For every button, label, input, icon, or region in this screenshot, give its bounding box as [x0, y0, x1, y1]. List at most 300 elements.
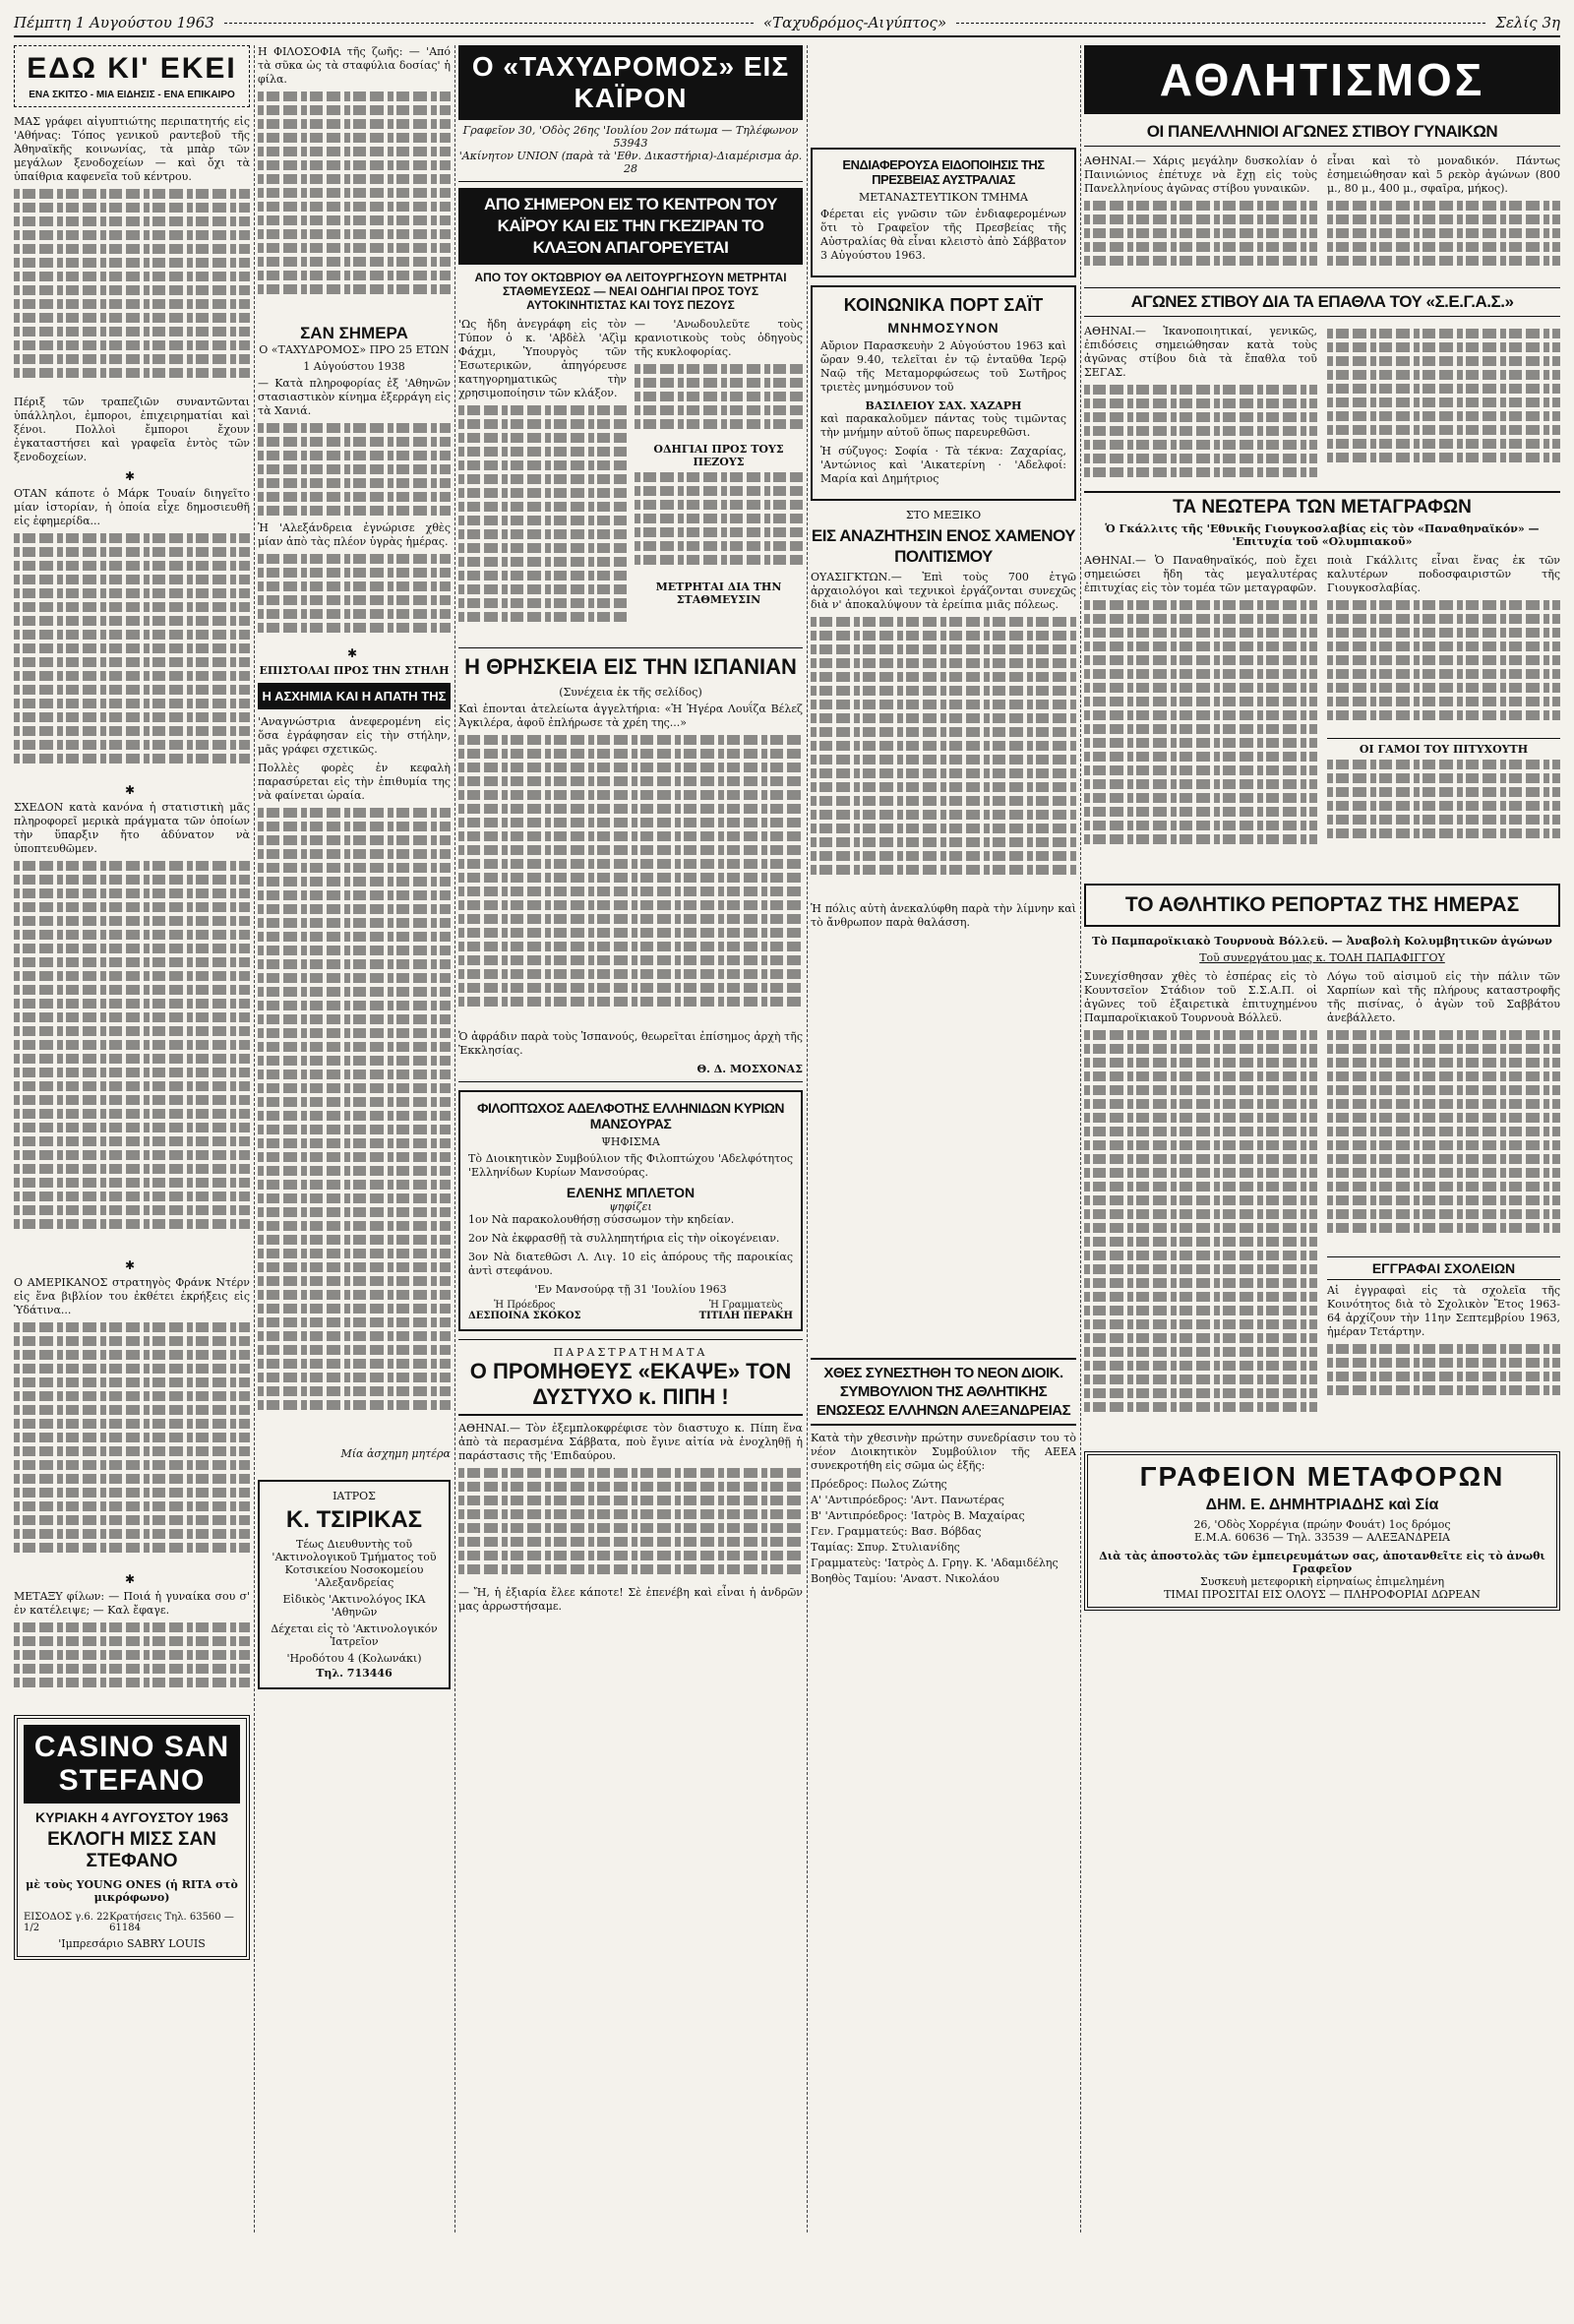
text-line — [1084, 412, 1317, 422]
text-line — [1327, 787, 1560, 797]
body-column — [1084, 154, 1317, 279]
header-divider — [224, 23, 754, 24]
headline: ΑΠΟ ΣΗΜΕΡΟΝ ΕΙΣ ΤΟ ΚΕΝΤΡΟΝ ΤΟΥ ΚΑΪΡΟΥ ΚΑΙ ΕΙΣ ΤΗΝ ΓΚΕΖΙΡΑΝ ΤΟ ΚΛΑΞΟΝ ΑΠΑΓΟΡΕΥΕΤΑΙ — [458, 188, 803, 265]
headline: ΧΘΕΣ ΣΥΝΕΣΤΗΘΗ ΤΟ ΝΕΟΝ ΔΙΟΙΚ. ΣΥΜΒΟΥΛΙΟΝ ΤΗΣ ΑΘΛΗΤΙΚΗΣ ΕΝΩΣΕΩΣ ΕΛΛΗΝΩΝ ΑΛΕΞΑΝΔΡΕΙΑΣ — [811, 1358, 1076, 1426]
text-line — [14, 1488, 250, 1498]
text-line — [14, 643, 250, 653]
text-line — [14, 1205, 250, 1215]
text-line — [14, 368, 250, 378]
text-line — [258, 1138, 451, 1148]
text-line — [1084, 779, 1317, 789]
subheading: ΟΔΗΓΙΑΙ ΠΡΟΣ ΤΟΥΣ ΠΕΖΟΥΣ — [653, 443, 784, 468]
text-line — [258, 1345, 451, 1355]
text-line — [258, 1070, 451, 1079]
text-line — [458, 598, 627, 608]
text-line — [1084, 642, 1317, 651]
text-line — [258, 478, 451, 488]
text-line — [458, 529, 627, 539]
doctor-phone: Τηλ. 713446 — [316, 1667, 393, 1680]
article-text-block — [635, 364, 803, 443]
text-line — [14, 712, 250, 722]
text-line — [14, 999, 250, 1009]
text-line — [458, 1468, 803, 1478]
text-line — [258, 609, 451, 619]
fundraising-resolution — [458, 1090, 803, 1331]
text-line — [1327, 1099, 1560, 1109]
text-line — [458, 983, 803, 993]
text-line — [458, 1564, 803, 1574]
two-column-body — [1084, 554, 1560, 876]
text-line — [14, 1460, 250, 1470]
doctor-name: Κ. ΤΣΙΡΙΚΑΣ — [285, 1506, 423, 1533]
text-line — [458, 763, 803, 772]
text-line — [458, 447, 627, 457]
text-line — [258, 506, 451, 516]
body-column — [1327, 325, 1560, 483]
text-line — [458, 845, 803, 855]
text-line — [458, 405, 627, 415]
text-line — [458, 1496, 803, 1505]
text-line — [1084, 683, 1317, 693]
text-line — [1084, 669, 1317, 679]
text-line — [14, 327, 250, 336]
text-line — [14, 754, 250, 764]
text-line — [14, 1164, 250, 1174]
article-text-block — [1084, 600, 1317, 876]
office-title: ΓΡΑΦΕΙΟΝ ΜΕΤΑΦΟΡΩΝ — [1139, 1461, 1505, 1492]
office-line: ΤΙΜΑΙ ΠΡΟΣΙΤΑΙ ΕΙΣ ΟΛΟΥΣ — ΠΛΗΡΟΦΟΡΙΑΙ ΔΩΡΕΑΝ — [1164, 1588, 1481, 1601]
text-line — [1327, 669, 1560, 679]
text-line — [811, 644, 1076, 654]
column-3 — [458, 45, 803, 2230]
board-member: Πρόεδρος: Πωλος Ζώτης — [811, 1478, 947, 1491]
text-line — [458, 900, 803, 910]
headline: Ο ΠΡΟΜΗΘΕΥΣ «ΕΚΑΨΕ» ΤΟΝ ΔΥΣΤΥΧΟ κ. ΠΙΠΗ ! — [458, 1359, 803, 1416]
text-line — [1084, 1071, 1317, 1081]
headline: Η ΘΡΗΣΚΕΙΑ ΕΙΣ ΤΗΝ ΙΣΠΑΝΙΑΝ — [464, 654, 797, 679]
text-line — [1084, 1030, 1317, 1040]
text-line — [811, 796, 1076, 806]
text-line — [258, 492, 451, 502]
separator-mark: ✱ — [124, 1258, 140, 1272]
doctor-label: ΙΑΤΡΟΣ — [333, 1490, 376, 1502]
office-name: ΔΗΜ. Ε. ΔΗΜΗΤΡΙΑΔΗΣ καὶ Σία — [1205, 1497, 1439, 1513]
text-line — [1084, 1044, 1317, 1054]
edo-ki-ekei-box — [14, 45, 250, 107]
subheading: ΜΕΤΡΗΤΑΙ ΔΙΑ ΤΗΝ ΣΤΑΘΜΕΥΣΙΝ — [655, 581, 782, 606]
article-text-block — [14, 1322, 250, 1568]
text-line — [14, 657, 250, 667]
article-paragraph: Πέριξ τῶν τραπεζιῶν συναντῶνται ὑπάλληλοι, ἐμποροι, ἐπιχειρηματίαι καὶ ξένοι. Πολλοὶ ἔμποροι ἔχουν ἐγκαταστήσει καὶ γραφεῖα ἐντὸς τῶν ξενοδοχείων. — [14, 396, 250, 463]
article-paragraph: Συνεχίσθησαν χθὲς τὸ ἑσπέρας εἰς τὸ Κουντσεῖον Στάδιον τοῦ Σ.Σ.Α.Π. οἱ ἀγῶνες τοῦ ἐξαιρετικὰ ἐπιτυχημένου Παμπαροϊκιακοῦ Τουρνουὰ Βόλλεϋ. — [1084, 970, 1317, 1024]
article-paragraph: ποιὰ Γκάλλιτς εἶναι ἕνας ἐκ τῶν καλυτέρων ποδοσφαιριστῶν τῆς Γιουγκοσλαβίας. — [1327, 554, 1560, 594]
text-line — [811, 782, 1076, 792]
text-line — [1327, 1223, 1560, 1233]
memorial-name: ΒΑΣΙΛΕΙΟΥ ΣΑΧ. ΧΑΖΑΡΗ — [865, 399, 1022, 412]
text-line — [258, 1386, 451, 1396]
casino-advert — [14, 1715, 250, 1960]
text-line — [14, 1109, 250, 1119]
text-line — [14, 740, 250, 750]
article-text-block — [258, 808, 451, 1447]
resolution-item: 2ον Νὰ ἐκφρασθῇ τὰ συλληπητήρια εἰς τὴν οἰκογένειαν. — [468, 1232, 780, 1245]
text-line — [14, 1391, 250, 1401]
text-line — [14, 916, 250, 926]
text-line — [258, 568, 451, 578]
text-line — [258, 119, 451, 129]
text-line — [258, 554, 451, 564]
text-line — [14, 1040, 250, 1050]
two-column-body — [1084, 154, 1560, 279]
text-line — [14, 1095, 250, 1105]
text-line — [258, 1042, 451, 1052]
text-line — [1084, 1085, 1317, 1095]
text-line — [258, 877, 451, 887]
article-paragraph: ΑΘΗΝΑΙ.— Ὁ Παναθηναϊκός, ποὺ ἔχει σημειώσει ἤδη τὰς μεγαλυτέρας ἐπιτυχίας εἰς τὸν τομέα τῶν μεταγραφῶν. — [1084, 554, 1317, 594]
text-line — [1327, 201, 1560, 211]
office-address: 26, 'Οδὸς Χορρέγια (πρώην Φουάτ) 1ος δρόμος — [1193, 1518, 1451, 1531]
cairo-title: Ο «ΤΑΧΥΔΡΟΜΟΣ» ΕΙΣ ΚΑΪΡΟΝ — [458, 45, 803, 120]
signature-title: Ἡ Γραμματεὺς — [708, 1300, 783, 1311]
text-line — [1327, 256, 1560, 266]
headline-sub: ΑΠΟ ΤΟΥ ΟΚΤΩΒΡΙΟΥ ΘΑ ΛΕΙΤΟΥΡΓΗΣΟΥΝ ΜΕΤΡΗΤΑΙ ΣΤΑΘΜΕΥΣΕΩΣ — ΝΕΑΙ ΟΔΗΓΙΑΙ ΠΡΟΣ ΤΟΥΣ ΑΥΤΟΚΙΝΗΤΙΣΤΑΣ ΚΑΙ ΤΟΥΣ ΠΕΖΟΥΣ — [474, 271, 787, 312]
column-rule — [807, 45, 808, 2232]
text-line — [14, 699, 250, 708]
article-paragraph: Ο ΑΜΕΡΙΚΑΝΟΣ στρατηγὸς Φράνκ Ντέρν εἰς ἕνα βιβλίον του ἐκθέτει ἐκρήξεις εἰς Ὑδάτινα... — [14, 1276, 250, 1316]
text-line — [14, 533, 250, 543]
text-line — [1327, 370, 1560, 380]
text-line — [1084, 1251, 1317, 1260]
text-line — [14, 1364, 250, 1374]
text-line — [258, 1180, 451, 1190]
text-line — [1084, 807, 1317, 817]
article-text-block — [1327, 1030, 1560, 1256]
text-line — [1084, 1306, 1317, 1315]
text-line — [1084, 1237, 1317, 1247]
article-paragraph: Ὁ ἀφράδιν παρὰ τοὺς Ἰσπανούς, θεωρεῖται ἐπίσημος ἀρχὴ τῆς Ἐκκλησίας. — [458, 1030, 803, 1057]
text-line — [1327, 773, 1560, 783]
article-paragraph: καὶ παρακαλοῦμεν πάντας τοὺς τιμῶντας τὴν μνήμην αὐτοῦ ὅπως παρευρεθῶσι. — [820, 412, 1066, 439]
text-line — [258, 1400, 451, 1410]
text-line — [1327, 1344, 1560, 1354]
article-paragraph: ΜΑΣ γράφει αἰγυπτιώτης περιπατητής εἰς 'Αθήνας: Τόπος γενικοῦ ραντεβοῦ τῆς Ἀθηναϊκῆς κοινωνίας, τὰ μπὰρ τῶν μεγάλων ξενοδοχείων — καὶ ὄχι τὰ ὑπαίθρια καφενεῖα τοῦ κέντρου. — [14, 115, 250, 183]
doctor-line: Εἰδικὸς 'Ακτινολόγος ΙΚΑ 'Αθηνῶν — [282, 1593, 426, 1619]
text-line — [458, 928, 803, 938]
text-line — [1084, 440, 1317, 450]
text-line — [458, 790, 803, 800]
article-paragraph: — Ἤ, ἡ ἐξιαρία ἔλεε κάποτε! Σὲ ἐπενέβη καὶ εἶναι ἡ ἀνδρῶν μας ἀρρωστήσαμε. — [458, 1586, 803, 1613]
text-line — [811, 713, 1076, 723]
text-line — [14, 244, 250, 254]
separator-mark: ✱ — [124, 783, 140, 797]
text-line — [1327, 398, 1560, 407]
text-line — [14, 930, 250, 940]
text-line — [458, 887, 803, 896]
text-line — [1327, 697, 1560, 706]
article-text-block — [258, 423, 451, 521]
text-line — [1084, 1140, 1317, 1150]
text-line — [258, 1111, 451, 1121]
text-line — [14, 671, 250, 681]
text-line — [1327, 642, 1560, 651]
headline: ΚΟΙΝΩΝΙΚΑ ΠΟΡΤ ΣΑΪΤ — [843, 295, 1044, 315]
text-line — [14, 726, 250, 736]
article-paragraph: εἶναι καὶ τὸ μοναδικόν. Πάντως ἐσημειώθησαν καὶ 5 ρεκὸρ ἀγώνων (800 μ., 80 μ., 400 μ., σφαῖρα, μήκος). — [1327, 154, 1560, 195]
text-line — [1327, 1140, 1560, 1150]
text-line — [1327, 1168, 1560, 1178]
text-line — [258, 133, 451, 143]
text-line — [1327, 214, 1560, 224]
text-line — [14, 285, 250, 295]
text-line — [1084, 454, 1317, 463]
board-member: Ταμίας: Σπυρ. Στυλιανίδης — [811, 1541, 960, 1554]
text-line — [14, 1405, 250, 1415]
text-line — [1084, 1099, 1317, 1109]
text-line — [258, 451, 451, 460]
column-rule — [454, 45, 455, 2232]
article-paragraph: ΟΥΑΣΙΓΚΤΩΝ.— Ἐπὶ τοὺς 700 ἐτγῶ ἀρχαιολόγοι καὶ τεχνικοὶ ἐργάζονται συνεχῶς διὰ ν' ἀποκαλύψουν τὰ ἐρείπια μιᾶς πόλεως. — [811, 571, 1076, 611]
article-text-block — [458, 405, 627, 642]
text-line — [14, 985, 250, 995]
article-paragraph: — 'Ανωδουλεῦτε τοὺς κρανιοτικοὺς τοὺς ὁδηγοὺς τῆς κυκλοφορίας. — [635, 318, 803, 358]
text-line — [1084, 710, 1317, 720]
text-line — [14, 685, 250, 695]
text-line — [1327, 1044, 1560, 1054]
article-paragraph: Φέρεται εἰς γνῶσιν τῶν ἐνδιαφερομένων ὅτι τὸ Γραφεῖον τῆς Πρεσβείας τῆς Αὐστραλίας θὰ εἶναι κλειστὸ ἀπὸ Σάββατον 3 Αὐγούστου 1963. — [820, 208, 1066, 262]
text-line — [635, 527, 803, 537]
headline: ΤΟ ΑΘΛΗΤΙΚΟ ΡΕΠΟΡΤΑΖ ΤΗΣ ΗΜΕΡΑΣ — [1124, 893, 1520, 916]
text-line — [14, 1529, 250, 1539]
author-signature: Θ. Δ. ΜΟΣΧΟΝΑΣ — [696, 1063, 803, 1075]
text-line — [1084, 765, 1317, 775]
text-line — [1084, 1127, 1317, 1136]
two-column-body — [1084, 970, 1560, 1443]
social-port-said — [811, 285, 1076, 501]
text-line — [1084, 834, 1317, 844]
text-line — [1327, 1127, 1560, 1136]
text-line — [1084, 242, 1317, 252]
text-line — [258, 808, 451, 818]
text-line — [1084, 655, 1317, 665]
text-line — [258, 1221, 451, 1231]
section-subheading: Ο «ΤΑΧΥΔΡΟΜΟΣ» ΠΡΟ 25 ΕΤΩΝ — [259, 343, 450, 356]
text-line — [811, 837, 1076, 847]
text-line — [1327, 356, 1560, 366]
doctor-address: 'Ηροδότου 4 (Κολωνάκι) — [286, 1652, 422, 1665]
headline-sub: Ὁ Γκάλλιτς τῆς 'Εθνικῆς Γιουγκοσλαβίας εἰς τὸν «Παναθηναϊκόν» — 'Επιτυχία τοῦ «Ολυμπιακοῦ» — [1105, 522, 1540, 548]
column-rule — [1080, 45, 1081, 2232]
signatures — [468, 1300, 793, 1321]
doctor-advert — [258, 1480, 451, 1689]
text-line — [14, 957, 250, 967]
text-line — [458, 749, 803, 759]
article-text-block — [458, 735, 803, 1030]
subheading: ΟΙ ΓΑΜΟΙ ΤΟΥ ΠΙΤΥΧΟΥΤΗ — [1327, 738, 1560, 756]
text-line — [458, 1509, 803, 1519]
office-phone: Ε.Μ.Α. 60636 — Τηλ. 33539 — ΑΛΕΞΑΝΔΡΕΙΑ — [1194, 1531, 1450, 1544]
divider — [458, 1339, 803, 1340]
body-column — [635, 318, 803, 642]
column-5 — [1084, 45, 1560, 2230]
text-line — [1084, 1375, 1317, 1384]
text-line — [1327, 1030, 1560, 1040]
text-line — [458, 516, 627, 525]
text-line — [1327, 1372, 1560, 1381]
text-line — [258, 904, 451, 914]
text-line — [1084, 1182, 1317, 1192]
text-line — [258, 959, 451, 969]
article-text-block — [14, 1622, 250, 1701]
text-line — [14, 1012, 250, 1022]
text-line — [14, 1678, 250, 1687]
text-line — [258, 464, 451, 474]
column-1 — [14, 45, 250, 2230]
text-line — [258, 1028, 451, 1038]
section-title: ΕΔΩ ΚΙ' ΕΚΕΙ — [27, 52, 237, 85]
text-line — [1084, 738, 1317, 748]
headline: ΕΝΔΙΑΦΕΡΟΥΣΑ ΕΙΔΟΠΟΙΗΣΙΣ ΤΗΣ ΠΡΕΣΒΕΙΑΣ ΑΥΣΤΡΑΛΙΑΣ — [842, 157, 1045, 187]
headline-sub: ΜΕΤΑΝΑΣΤΕΥΤΙΚΟΝ ΤΜΗΜΑ — [859, 191, 1028, 204]
text-line — [458, 955, 803, 965]
headline-sub: ΨΗΦΙΣΜΑ — [601, 1135, 660, 1148]
text-line — [14, 1350, 250, 1360]
text-line — [1084, 1058, 1317, 1068]
text-line — [458, 433, 627, 443]
athletic-union-article — [811, 1358, 1076, 1588]
text-line — [14, 1419, 250, 1429]
text-line — [14, 1322, 250, 1332]
text-line — [258, 1276, 451, 1286]
text-line — [258, 822, 451, 831]
board-member: Γεν. Γραμματεύς: Βασ. Βόβδας — [811, 1525, 982, 1538]
text-line — [1327, 411, 1560, 421]
headline-sub: Τὸ Παμπαροϊκιακὸ Τουρνουὰ Βόλλεϋ. — Ἀναβολὴ Κολυμβητικῶν ἀγώνων — [1092, 935, 1552, 948]
text-line — [458, 873, 803, 883]
text-line — [635, 486, 803, 496]
article-text-block — [14, 189, 250, 396]
text-line — [14, 1515, 250, 1525]
article-paragraph: Αἱ ἐγγραφαὶ εἰς τὰ σχολεῖα τῆς Κοινότητος διὰ τὸ Σχολικὸν Ἔτος 1963-64 ἀρχίζουν τὴν 11ην Σεπτεμβρίου 1963, ἡμέραν Τετάρτην. — [1327, 1284, 1560, 1338]
text-line — [1327, 815, 1560, 825]
separator-mark: ✱ — [124, 1572, 140, 1586]
board-member: Α' 'Αντιπρόεδρος: 'Αντ. Πανωτέρας — [811, 1494, 1004, 1506]
kicker: ΣΤΟ ΜΕΞΙΚΟ — [905, 509, 982, 521]
text-line — [14, 1054, 250, 1064]
column-rule — [254, 45, 255, 2232]
text-line — [1084, 600, 1317, 610]
text-line — [811, 865, 1076, 875]
text-line — [1084, 1319, 1317, 1329]
text-line — [258, 1207, 451, 1217]
article-paragraph: Λόγω τοῦ αἰσιμοῦ εἰς τὴν πάλιν τῶν Χαρπίων καὶ τῆς πλήρους καταστροφῆς τῆς πισίνας, ὁ ἀγὼν τοῦ Σαββάτου ἀνεβάλλετο. — [1327, 970, 1560, 1024]
text-line — [635, 555, 803, 565]
text-line — [14, 272, 250, 281]
text-line — [14, 258, 250, 268]
text-line — [14, 1192, 250, 1201]
text-line — [258, 202, 451, 212]
text-line — [14, 1433, 250, 1442]
text-line — [14, 1178, 250, 1188]
board-member: Γραμματεὺς: 'Ιατρὸς Δ. Γρηγ. Κ. 'Αδαμιδέλης — [811, 1557, 1059, 1569]
text-line — [14, 1377, 250, 1387]
header-divider — [956, 23, 1485, 24]
text-line — [258, 105, 451, 115]
text-line — [458, 474, 627, 484]
text-line — [14, 561, 250, 571]
text-line — [1084, 1195, 1317, 1205]
casino-entry: ΕΙΣΟΔΟΣ γ.6. 22 1/2 — [24, 1912, 109, 1933]
column-4 — [811, 140, 1076, 2324]
text-line — [635, 514, 803, 523]
text-line — [1084, 752, 1317, 762]
text-line — [1084, 1154, 1317, 1164]
column-2 — [258, 45, 451, 2230]
text-line — [14, 340, 250, 350]
text-line — [1327, 614, 1560, 624]
section-heading: ΣΑΝ ΣΗΜΕΡΑ — [300, 324, 408, 342]
issue-date: Πέμπτη 1 Αυγούστου 1963 — [14, 14, 214, 31]
article-text-block — [811, 617, 1076, 902]
text-line — [811, 727, 1076, 737]
text-line — [811, 824, 1076, 833]
text-line — [811, 851, 1076, 861]
text-line — [14, 971, 250, 981]
board-member: Β' 'Αντιπρόεδρος: 'Ιατρὸς Β. Μαχαίρας — [811, 1509, 1025, 1522]
transport-office-advert — [1084, 1451, 1560, 1611]
article-paragraph: Καὶ ἐπονται ἀτελείωτα ἀγγελτήρια: «Ἡ Ἡγέρα Λουΐζα Βέλεζ Ἀγκιλέρα, ἀφοῦ ἐπλήρωσε τὰ χρέη της...» — [458, 703, 803, 729]
article-text-block — [14, 533, 250, 779]
article-text-block — [1327, 760, 1560, 858]
text-line — [258, 973, 451, 983]
text-line — [1327, 1195, 1560, 1205]
text-line — [1084, 697, 1317, 706]
casino-band: μὲ τοὺς YOUNG ONES (ἡ RITA στὸ μικρόφωνο) — [26, 1878, 238, 1904]
text-line — [458, 1482, 803, 1492]
resolution-place: 'Εν Μανσούρᾳ τῇ 31 'Ιουλίου 1963 — [534, 1283, 727, 1296]
separator-mark: ✱ — [346, 646, 362, 660]
divider — [458, 1081, 803, 1082]
body-column — [1084, 325, 1317, 483]
resolution-verb: ψηφίζει — [609, 1200, 652, 1213]
text-line — [258, 243, 451, 253]
text-line — [1327, 600, 1560, 610]
article-paragraph: ΣΧΕΔΟΝ κατὰ κανόνα ἡ στατιστικὴ μᾶς πληροφορεῖ μερικὰ πράγματα τῶν ὁποίων τὴν ὕπαρξιν ἤτο ἀδύνατον νὰ ὑποπτευθῶμεν. — [14, 801, 250, 855]
letters-title: Η ΑΣΧΗΜΙΑ ΚΑΙ Η ΑΠΑΤΗ ΤΗΣ — [258, 683, 451, 709]
australia-notice — [811, 148, 1076, 277]
text-line — [635, 392, 803, 401]
casino-footer — [24, 1912, 240, 1933]
body-column — [1084, 554, 1317, 876]
text-line — [1084, 228, 1317, 238]
article-text-block — [458, 1468, 803, 1586]
text-line — [258, 92, 451, 101]
text-line — [1084, 724, 1317, 734]
text-line — [458, 419, 627, 429]
text-line — [14, 1081, 250, 1091]
text-line — [1084, 1168, 1317, 1178]
text-line — [14, 861, 250, 871]
text-line — [458, 488, 627, 498]
text-line — [458, 612, 627, 622]
text-line — [258, 1304, 451, 1314]
article-paragraph: Τὸ Διοικητικὸν Συμβούλιον τῆς Φιλοπτώχου 'Αδελφότητος 'Ελληνίδων Κυρίων Μανσούρας. — [468, 1152, 793, 1179]
page-header — [14, 10, 1560, 37]
text-line — [14, 203, 250, 213]
text-line — [14, 313, 250, 323]
text-line — [811, 768, 1076, 778]
text-line — [14, 547, 250, 557]
paper-name: «Ταχυδρόμος-Αιγύπτος» — [762, 14, 947, 31]
